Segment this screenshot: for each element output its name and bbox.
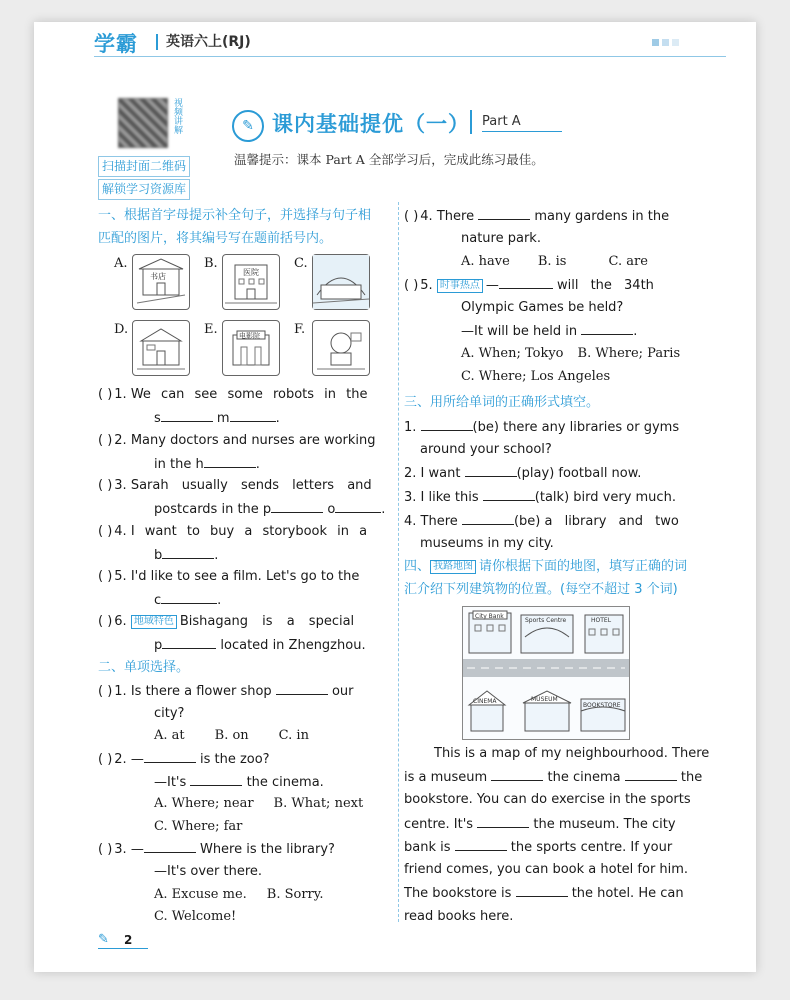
s2-q1-line2: city? [154, 706, 185, 721]
s2-q4-line2: nature park. [461, 231, 541, 246]
answer-blank[interactable] [190, 773, 242, 786]
answer-blank[interactable] [462, 512, 514, 525]
section4-heading: 汇介绍下列建筑物的位置。(每空不超过 3 个词) [404, 582, 678, 597]
tip-text: 温馨提示：课本 Part A 全部学习后，完成此练习最佳。 [234, 152, 544, 167]
passage-line-8: read books here. [404, 909, 514, 924]
s2-q2-options-ab: A. Where; near B. What; next [154, 796, 364, 811]
answer-blank[interactable] [144, 750, 196, 763]
answer-blank[interactable] [581, 322, 633, 335]
pencil-icon: ✎ [98, 932, 109, 947]
header-square-icon [652, 39, 659, 46]
s2-q3-option-c: C. Welcome! [154, 909, 237, 924]
section3-heading: 三、用所给单词的正确形式填空。 [404, 395, 600, 410]
part-label: Part A [482, 114, 521, 129]
answer-blank[interactable] [625, 768, 677, 781]
picture-post-office [132, 320, 190, 376]
s2-q2: ( ) 2. — is the zoo? [98, 752, 270, 767]
header-rule [94, 56, 726, 57]
answer-blank[interactable] [478, 207, 530, 220]
map-label-bookstore: BOOKSTORE [583, 702, 621, 709]
map-tag: 我路地图 [430, 560, 476, 574]
map-label-cinema: CINEMA [473, 698, 497, 705]
passage-line-1: This is a map of my neighbourhood. There [434, 746, 710, 761]
s2-q4-options: A. have B. is C. are [461, 254, 648, 269]
s1-item-2-line2: in the h . [154, 457, 260, 472]
passage-line-2: is a museum the cinema the [404, 770, 703, 785]
s1-item-6-line2: p located in Zhengzhou. [154, 638, 366, 653]
picture-letter: B. [204, 256, 218, 271]
s2-q3-options-ab: A. Excuse me. B. Sorry. [154, 887, 324, 902]
s3-item-3: 3. I like this (talk) bird very much. [404, 490, 676, 505]
s2-q2-option-c: C. Where; far [154, 819, 243, 834]
s1-item-4: ( ) 4. I want to buy a storybook in a [98, 524, 368, 539]
s1-item-1-line2: s m . [154, 411, 280, 426]
map-label-hotel: HOTEL [591, 617, 612, 624]
book-title: 英语六上(RJ) [166, 34, 251, 50]
answer-blank[interactable] [491, 768, 543, 781]
regional-tag: 地域特色 [131, 615, 177, 629]
s3-item-1: 1. (be) there any libraries or gyms [404, 420, 680, 435]
s2-q1-options: A. at B. on C. in [154, 728, 309, 743]
answer-blank[interactable] [499, 276, 553, 289]
s1-item-3: ( ) 3. Sarah usually sends letters and [98, 478, 372, 493]
column-divider [398, 202, 399, 922]
section1-heading: 一、根据首字母提示补全句子，并选择与句子相 [98, 208, 372, 223]
s1-item-5-line2: c . [154, 593, 222, 608]
picture-label: 电影院 [239, 332, 260, 340]
neighbourhood-map [462, 606, 630, 740]
picture-bookstore [132, 254, 190, 310]
picture-letter: D. [114, 322, 129, 337]
map-label-city-bank: City Bank [475, 613, 504, 620]
s2-q5: ( ) 5. 时事热点 — will the 34th [404, 278, 654, 293]
picture-hospital [222, 254, 280, 310]
s2-q2-line2: —It's the cinema. [154, 775, 324, 790]
answer-blank[interactable] [162, 546, 214, 559]
s2-q1: ( ) 1. Is there a flower shop our [98, 684, 354, 699]
s1-item-4-line2: b . [154, 548, 219, 563]
current-events-tag: 时事热点 [437, 279, 483, 293]
header-square-icon [662, 39, 669, 46]
title-underline [482, 131, 562, 132]
s2-q3-line2: —It's over there. [154, 864, 263, 879]
passage-line-4: centre. It's the museum. The city [404, 817, 676, 832]
s2-q5-option-c: C. Where; Los Angeles [461, 369, 611, 384]
picture-cinema [222, 320, 280, 376]
section2-heading: 二、单项选择。 [98, 660, 190, 675]
s2-q5-line3: —It will be held in . [461, 324, 638, 339]
s1-item-2: ( ) 2. Many doctors and nurses are working [98, 433, 376, 448]
passage-line-5: bank is the sports centre. If your [404, 840, 673, 855]
answer-blank[interactable] [335, 500, 381, 513]
header-square-icon [672, 39, 679, 46]
answer-blank[interactable] [483, 488, 535, 501]
footer-rule [98, 948, 148, 949]
scan-hint-1: 扫描封面二维码 [98, 156, 190, 177]
page-title: 课内基础提优（一） [272, 112, 470, 136]
passage-line-6: friend comes, you can book a hotel for him. [404, 862, 689, 877]
title-bar [470, 110, 472, 134]
section4-heading: 四、 我路地图 请你根据下面的地图，填写正确的词 [404, 559, 688, 574]
s1-item-6: ( ) 6. 地域特色 Bishagang is a special [98, 614, 355, 629]
answer-blank[interactable] [162, 636, 216, 649]
s3-item-2: 2. I want (play) football now. [404, 466, 642, 481]
picture-park [312, 320, 370, 376]
answer-blank[interactable] [455, 838, 507, 851]
picture-letter: F. [294, 322, 306, 337]
s1-item-3-line2: postcards in the p o . [154, 502, 386, 517]
picture-letter: A. [114, 256, 128, 271]
answer-blank[interactable] [204, 455, 256, 468]
picture-label: 医院 [243, 268, 259, 277]
picture-science-museum [312, 254, 370, 310]
answer-blank[interactable] [161, 409, 213, 422]
scan-hint-2: 解锁学习资源库 [98, 179, 190, 200]
pencil-paper-icon: ✎ [232, 110, 264, 142]
s2-q5-line2: Olympic Games be held? [461, 300, 624, 315]
section1-heading: 匹配的图片，将其编号写在题前括号内。 [98, 231, 333, 246]
answer-blank[interactable] [144, 840, 196, 853]
passage-line-7: The bookstore is the hotel. He can [404, 886, 684, 901]
answer-blank[interactable] [271, 500, 323, 513]
s1-item-1: ( ) 1. We can see some robots in the [98, 387, 368, 402]
page-number: 2 [124, 933, 133, 947]
qr-video-label: 视频讲解 [172, 98, 182, 134]
map-label-sports-centre: Sports Centre [525, 617, 567, 624]
s3-item-4-line2: museums in my city. [420, 536, 554, 551]
answer-blank[interactable] [477, 815, 529, 828]
s2-q5-options-ab: A. When; Tokyo B. Where; Paris [461, 346, 681, 361]
s3-item-1-line2: around your school? [420, 442, 552, 457]
answer-blank[interactable] [230, 409, 276, 422]
answer-blank[interactable] [516, 884, 568, 897]
map-label-museum: MUSEUM [531, 696, 558, 703]
s3-item-4: 4. There (be) a library and two [404, 514, 679, 529]
answer-blank[interactable] [465, 464, 517, 477]
passage-line-3: bookstore. You can do exercise in the sports [404, 792, 691, 807]
s2-q4: ( ) 4. There many gardens in the [404, 209, 670, 224]
picture-letter: E. [204, 322, 218, 337]
picture-label: 书店 [150, 272, 166, 281]
answer-blank[interactable] [161, 591, 217, 604]
picture-letter: C. [294, 256, 308, 271]
qr-code[interactable] [118, 98, 168, 148]
header-separator [156, 34, 158, 50]
s1-item-5: ( ) 5. I'd like to see a film. Let's go to the [98, 569, 360, 584]
brand-logo: 学霸 [94, 32, 138, 56]
answer-blank[interactable] [276, 682, 328, 695]
s2-q3: ( ) 3. — Where is the library? [98, 842, 335, 857]
worksheet-page [34, 22, 756, 972]
answer-blank[interactable] [421, 418, 473, 431]
